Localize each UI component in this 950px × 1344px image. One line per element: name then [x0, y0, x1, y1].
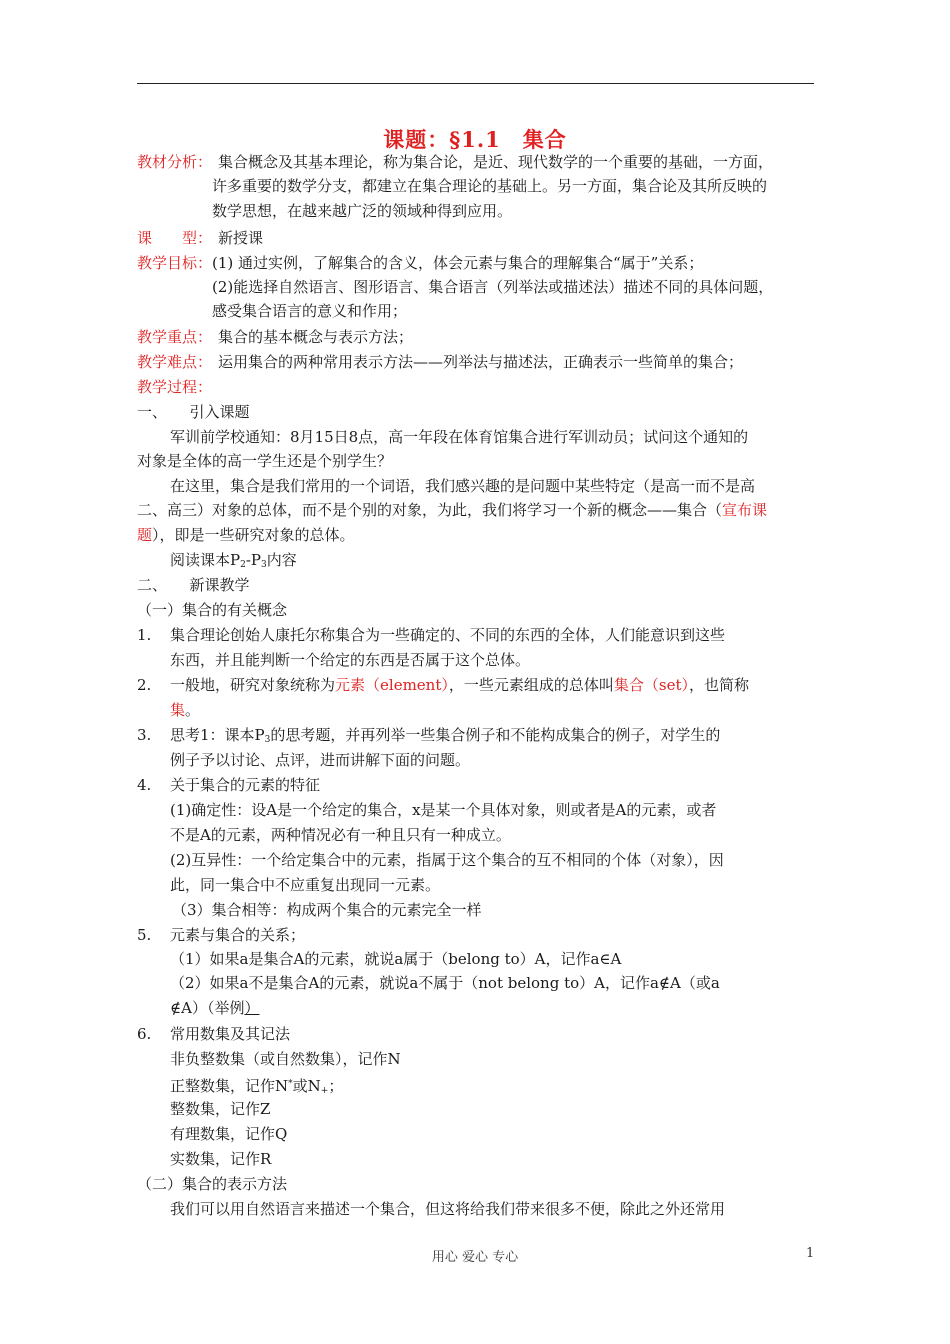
- subheading-concepts: （一）集合的有关概念: [137, 601, 288, 619]
- number-set-reals: 实数集，记作R: [170, 1150, 272, 1168]
- item-2-line-1: 一般地，研究对象统称为元素（element），一些元素组成的总体叫集合（set），也简称: [170, 676, 749, 694]
- item-4-2-line-1: (2)互异性：一个给定集合中的元素，指属于这个集合的互不相同的个体（对象），因: [170, 851, 724, 869]
- item-5-heading: 元素与集合的关系；: [170, 926, 306, 944]
- key-label: 教学重点：: [137, 328, 213, 346]
- number-set-rationals: 有理数集，记作Q: [170, 1125, 288, 1143]
- item-2-number: 2.: [137, 676, 152, 694]
- goals-line-2: (2)能选择自然语言、图形语言、集合语言（列举法或描述法）描述不同的具体问题，: [212, 278, 774, 296]
- process-label: 教学过程：: [137, 378, 213, 396]
- difficulty-label: 教学难点：: [137, 353, 213, 371]
- goals-line-3: 感受集合语言的意义和作用；: [212, 302, 408, 320]
- item-1-line-1: 集合理论创始人康托尔称集合为一些确定的、不同的东西的全体，人们能意识到这些: [170, 626, 726, 644]
- item-3-line-2: 例子予以讨论、点评，进而讲解下面的问题。: [170, 751, 471, 769]
- analysis-line-1: 集合概念及其基本理论，称为集合论，是近、现代数学的一个重要的基础，一方面，: [218, 153, 774, 171]
- paragraph-2-line-2: 二、高三）对象的总体，而不是个别的对象，为此，我们将学习一个新的概念——集合（宣布课: [137, 501, 768, 519]
- heading-new-lesson: 二、 新课教学: [137, 576, 250, 594]
- page-title: 课题：§1.1 集合: [383, 127, 567, 152]
- item-4-1-line-1: (1)确定性：设A是一个给定的集合，x是某一个具体对象，则或者是A的元素，或者: [170, 801, 717, 819]
- difficulty-value: 运用集合的两种常用表示方法——列举法与描述法，正确表示一些简单的集合；: [218, 353, 744, 371]
- item-4-1-line-2: 不是A的元素，两种情况必有一种且只有一种成立。: [170, 826, 511, 844]
- page-footer: 用心 爱心 专心: [431, 1250, 519, 1265]
- analysis-line-2: 许多重要的数学分支，都建立在集合理论的基础上。另一方面，集合论及其所反映的: [212, 177, 768, 195]
- analysis-line-3: 数学思想，在越来越广泛的领域种得到应用。: [212, 202, 513, 220]
- item-4-heading: 关于集合的元素的特征: [170, 776, 321, 794]
- item-5-2-line-2: ∉A）（举例）: [170, 999, 260, 1017]
- item-2-line-2: 集。: [170, 701, 201, 719]
- item-6-heading: 常用数集及其记法: [170, 1025, 291, 1043]
- heading-intro: 一、 引入课题: [137, 403, 250, 421]
- page-number: 1: [806, 1246, 815, 1261]
- item-4-number: 4.: [137, 776, 152, 794]
- type-label: 课 型：: [137, 229, 213, 247]
- paragraph-1-line-1: 军训前学校通知：8月15日8点，高一年段在体育馆集合进行军训动员；试问这个通知的: [170, 428, 749, 446]
- item-4-2-line-2: 此，同一集合中不应重复出现同一元素。: [170, 876, 441, 894]
- type-value: 新授课: [218, 229, 264, 247]
- key-value: 集合的基本概念与表示方法；: [218, 328, 414, 346]
- paragraph-2-line-3: 题），即是一些研究对象的总体。: [137, 526, 355, 544]
- item-4-3: （3）集合相等：构成两个集合的元素完全一样: [172, 901, 482, 919]
- goals-label: 教学目标：: [137, 254, 213, 272]
- number-set-natural: 非负整数集（或自然数集），记作N: [170, 1050, 401, 1068]
- item-3-number: 3.: [137, 726, 152, 744]
- item-5-1: （1）如果a是集合A的元素，就说a属于（belong to）A，记作a∈A: [170, 950, 622, 968]
- header-rule: [137, 83, 814, 84]
- number-set-positive-integers: 正整数集，记作N*或$N_+$；: [170, 1077, 344, 1096]
- item-1-line-2: 东西，并且能判断一个给定的东西是否属于这个总体。: [170, 651, 531, 669]
- analysis-label: 教材分析：: [137, 153, 213, 171]
- item-6-number: 6.: [137, 1025, 152, 1043]
- item-3-line-1: 思考1：课本$P_3$的思考题，并再列举一些集合例子和不能构成集合的例子，对学生的: [170, 726, 721, 745]
- goals-line-1: (1) 通过实例，了解集合的含义，体会元素与集合的理解集合“属于”关系；: [212, 254, 704, 272]
- item-5-2-line-1: （2）如果a不是集合A的元素，就说a不属于（not belong to）A，记作a∉A（或a: [170, 974, 720, 992]
- reading-instruction: 阅读课本$P_2-P_3$内容: [170, 551, 297, 570]
- paragraph-2-line-1: 在这里，集合是我们常用的一个词语，我们感兴趣的是问题中某些特定（是高一而不是高: [170, 477, 756, 495]
- number-set-integers: 整数集，记作Z: [170, 1100, 271, 1118]
- subheading-representation: （二）集合的表示方法: [137, 1175, 288, 1193]
- paragraph-representation: 我们可以用自然语言来描述一个集合，但这将给我们带来很多不便，除此之外还常用: [170, 1200, 726, 1218]
- item-5-number: 5.: [137, 926, 152, 944]
- item-1-number: 1.: [137, 626, 152, 644]
- paragraph-1-line-2: 对象是全体的高一学生还是个别学生？: [137, 452, 393, 470]
